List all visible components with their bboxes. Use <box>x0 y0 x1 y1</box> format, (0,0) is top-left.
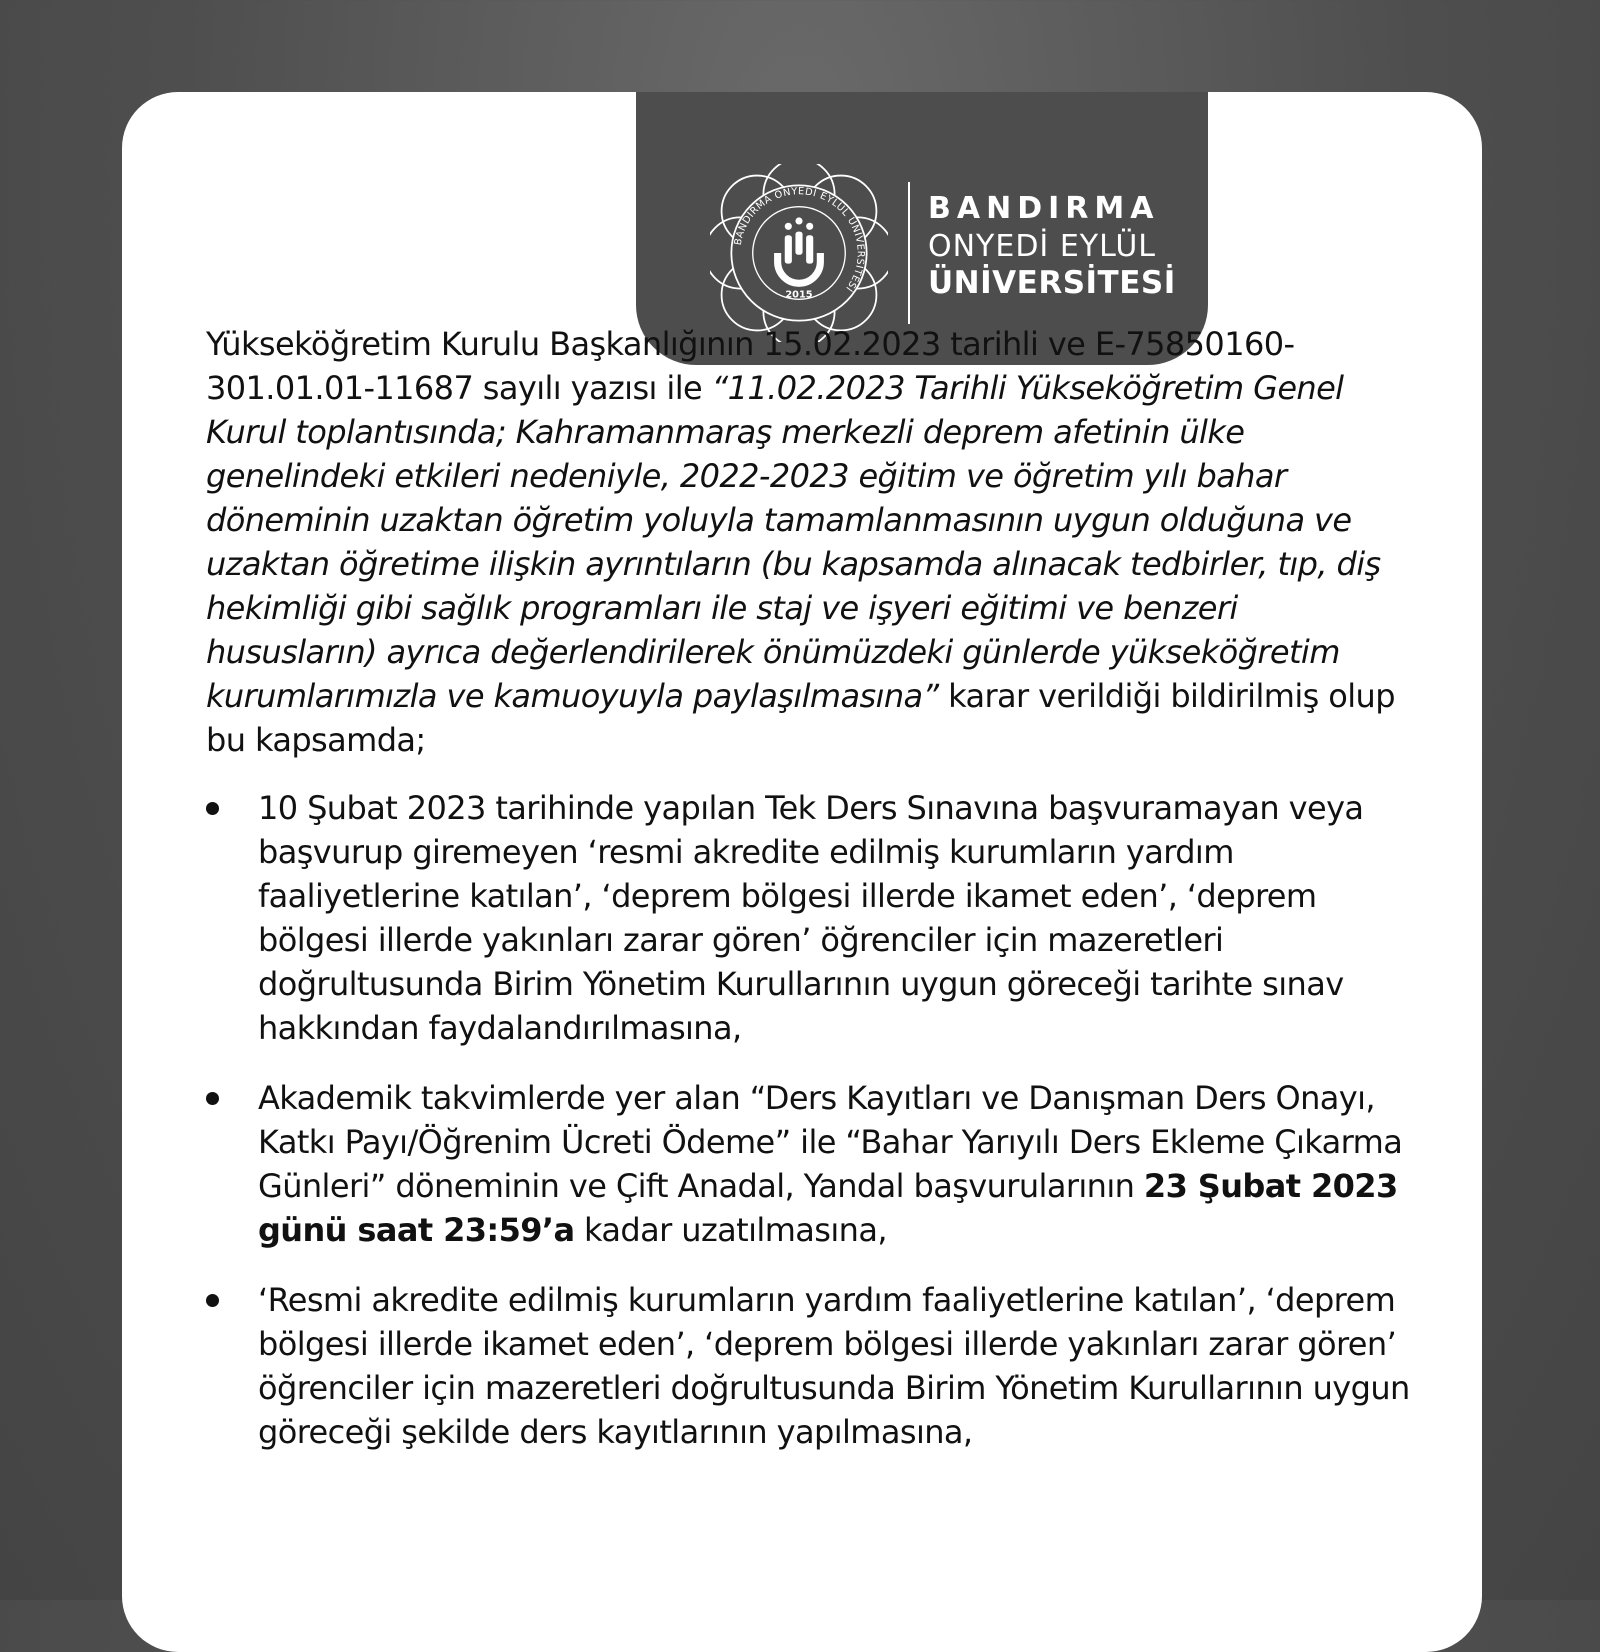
decision-list <box>206 786 1416 1454</box>
list-item <box>206 1076 1416 1252</box>
list-item-text: 10 Şubat 2023 tarihinde yapılan Tek Ders Sınavına başvuramayan veya başvurup giremeyen ‘resmi akredite edilmiş kurumların yardım faaliyetlerine katılan’, ‘deprem bölgesi illerde ikamet eden’, ‘deprem bölgesi illerde yakınları zarar gören’ öğrenciler için mazeretleri doğrultusunda Birim Yönetim Kurullarının uygun göreceği tarihte sınav hakkından faydalandırılmasına, <box>258 789 1364 1047</box>
intro-quote: “11.02.2023 Tarihli Yükseköğretim Genel Kurul toplantısında; Kahramanmaraş merkezli deprem afetinin ülke genelindeki etkileri nedeniyle, 2022-2023 eğitim ve öğretim yılı bahar döneminin uzaktan öğretim yoluyla tamamlanmasının uygun olduğuna ve uzaktan öğretime ilişkin ayrıntıların (bu kapsamda alınacak tedbirler, tıp, diş hekimliği gibi sağlık programları ile staj ve işyeri eğitimi ve benzeri hususların) ayrıca değerlendirilerek önümüzdeki günlerde yükseköğretim kurumlarımızla ve kamuoyuyla paylaşılmasına” <box>206 369 1381 715</box>
announcement-body <box>206 322 1416 1480</box>
svg-text:BANDIRMA ONYEDİ EYLÜL ÜNİVERSİ: BANDIRMA ONYEDİ EYLÜL ÜNİVERSİTESİ <box>732 186 866 294</box>
bullet-icon <box>206 802 219 815</box>
deadline-text: 23 Şubat 2023 günü saat 23:59’a <box>258 1167 1398 1249</box>
university-name-line3: ÜNİVERSİTESİ <box>928 265 1176 301</box>
intro-lead: Yükseköğretim Kurulu Başkanlığının 15.02.2023 tarihli ve E-75850160-301.01.01-11687 sayılı yazısı ile <box>206 325 1295 407</box>
intro-paragraph <box>206 322 1416 762</box>
list-item-text: ‘Resmi akredite edilmiş kurumların yardım faaliyetlerine katılan’, ‘deprem bölgesi illerde ikamet eden’, ‘deprem bölgesi illerde yakınları zarar gören’ öğrenciler için mazeretleri doğrultusunda Birim Yönetim Kurullarının uygun göreceği şekilde ders kayıtlarının yapılmasına, <box>258 1281 1410 1451</box>
bullet-icon <box>206 1092 219 1105</box>
university-name-line1: BANDIRMA <box>928 191 1160 226</box>
university-name <box>928 191 1176 301</box>
university-name-line2: ONYEDİ EYLÜL <box>928 229 1156 264</box>
list-item <box>206 786 1416 1050</box>
university-seal-icon <box>710 164 888 342</box>
bullet-icon <box>206 1294 219 1307</box>
list-item-text: Akademik takvimlerde yer alan “Ders Kayıtları ve Danışman Ders Onayı, Katkı Payı/Öğrenim Ücreti Ödeme” ile “Bahar Yarıyılı Ders Ekleme Çıkarma Günleri” döneminin ve Çift Anadal, Yandal başvurularının <box>258 1079 1403 1205</box>
intro-tail: karar verildiği bildirilmiş olup bu kapsamda; <box>206 677 1395 759</box>
list-item-text-end: kadar uzatılmasına, <box>574 1211 887 1249</box>
list-item <box>206 1278 1416 1454</box>
logo-divider <box>908 182 910 324</box>
svg-text:2015: 2015 <box>785 289 813 301</box>
